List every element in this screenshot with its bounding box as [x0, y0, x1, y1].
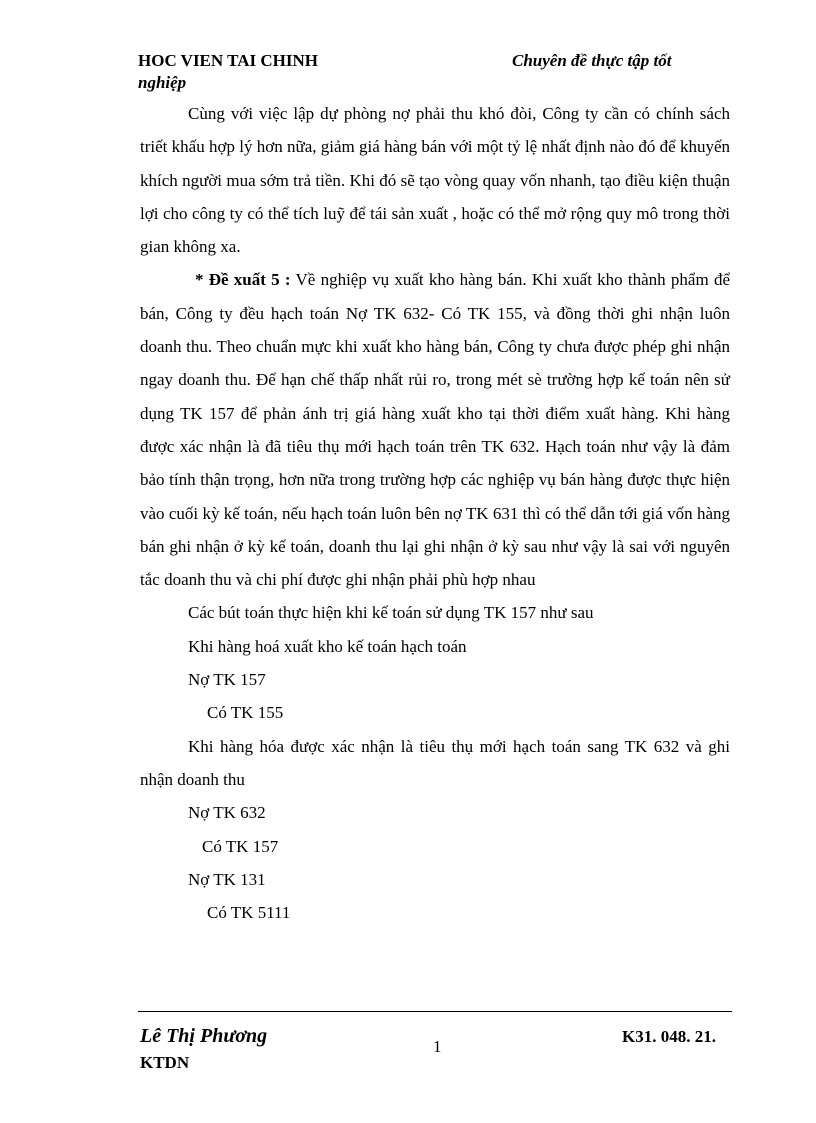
- institution-line2: nghiệp: [138, 73, 187, 92]
- document-body: [140, 97, 730, 929]
- institution-name: [138, 50, 438, 94]
- institution-line1: HOC VIEN TAI CHINH: [138, 51, 318, 70]
- page-header: [138, 50, 738, 100]
- report-title: Chuyên đề thực tập tốt: [512, 51, 672, 70]
- class-code: K31. 048. 21.: [622, 1027, 716, 1046]
- proposal-text: Về nghiệp vụ xuất kho hàng bán. Khi xuất kho thành phẩm để bán, Công ty đều hạch toán Nợ TK 632- Có TK 155, và đồng thời ghi nhận luôn doanh thu. Theo chuẩn mực khi xuất kho hàng bán, Công ty chưa được phép ghi nhận ngay doanh thu. Để hạn chế thấp nhất rủi ro, trong mét sè trường hợp kế toán nên sử dụng TK 157 để phản ánh trị giá hàng xuất kho tại thời điểm xuất hàng. Khi hàng được xác nhận là đã tiêu thụ mới hạch toán trên TK 632. Hạch toán như vậy là đảm bảo tính thận trọng, hơn nữa trong trường hợp các nghiệp vụ bán hàng được thực hiện vào cuối kỳ kế toán, nếu hạch toán luôn bên nợ TK 631 thì có thể dẫn tới giá vốn hàng bán ghi nhận ở kỳ kế toán, doanh thu lại ghi nhận ở kỳ sau như vậy là sai với nguyên tắc doanh thu và chi phí được ghi nhận phải phù hợp nhau: [140, 270, 730, 590]
- entry-credit-157: Có TK 157: [202, 836, 279, 856]
- entry-credit-155: Có TK 155: [207, 703, 284, 723]
- export-entry-intro: Khi hàng hoá xuất kho kế toán hạch toán: [188, 636, 467, 656]
- paragraph-recognition: Khi hàng hóa được xác nhận là tiêu thụ mới hạch toán sang TK 632 và ghi nhận doanh thu: [140, 736, 730, 789]
- entries-intro: Các bút toán thực hiện khi kế toán sử dụng TK 157 như sau: [188, 603, 594, 623]
- entry-debit-131: Nợ TK 131: [188, 869, 266, 889]
- entry-debit-157: Nợ TK 157: [188, 670, 266, 690]
- author-name: Lê Thị Phương: [140, 1025, 268, 1047]
- paragraph-discount-policy: Cùng với việc lập dự phòng nợ phải thu khó đòi, Công ty cần có chính sách triết khấu hợp lý hơn nữa, giảm giá hàng bán với một tỷ lệ nhất định nào đó để khuyến khích người mua sớm trả tiền. Khi đó sẽ tạo vòng quay vốn nhanh, tạo điều kiện thuận lợi cho công ty có thể tích luỹ để tái sản xuất , hoặc có thể mở rộng quy mô trong thời gian không xa.: [140, 104, 730, 257]
- entry-debit-632: Nợ TK 632: [188, 803, 266, 823]
- author-department: KTDN: [140, 1053, 190, 1072]
- paragraph-proposal-5: [140, 263, 730, 596]
- proposal-label: * Đề xuất 5 :: [195, 270, 291, 290]
- page-number: 1: [433, 1037, 442, 1056]
- entry-credit-5111: Có TK 5111: [207, 903, 291, 923]
- footer-divider: [138, 1011, 732, 1012]
